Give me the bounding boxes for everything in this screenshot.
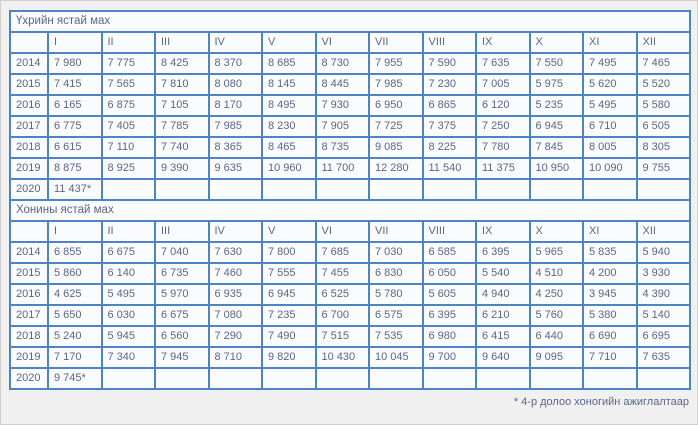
table-title-row xyxy=(10,200,690,221)
value-cell: 9 820 xyxy=(262,347,316,368)
table-row xyxy=(10,347,690,368)
value-cell: 5 520 xyxy=(637,74,691,95)
table-row xyxy=(10,74,690,95)
value-cell xyxy=(209,179,263,200)
value-cell: 8 875 xyxy=(48,158,102,179)
value-cell: 5 240 xyxy=(48,326,102,347)
value-cell: 6 140 xyxy=(102,263,156,284)
value-cell: 5 965 xyxy=(530,242,584,263)
value-cell: 7 040 xyxy=(155,242,209,263)
value-cell: 7 515 xyxy=(316,326,370,347)
value-cell: 8 685 xyxy=(262,53,316,74)
value-cell: 4 200 xyxy=(583,263,637,284)
value-cell: 10 430 xyxy=(316,347,370,368)
value-cell: 6 675 xyxy=(102,242,156,263)
value-cell: 8 305 xyxy=(637,137,691,158)
corner-cell xyxy=(10,32,48,53)
value-cell: 7 630 xyxy=(209,242,263,263)
value-cell: 7 340 xyxy=(102,347,156,368)
value-cell: 6 575 xyxy=(369,305,423,326)
value-cell: 6 210 xyxy=(476,305,530,326)
value-cell: 8 365 xyxy=(209,137,263,158)
month-header-cell: VII xyxy=(369,221,423,242)
value-cell: 7 465 xyxy=(637,53,691,74)
month-header-cell: X xyxy=(530,221,584,242)
value-cell: 7 405 xyxy=(102,116,156,137)
value-cell: 6 735 xyxy=(155,263,209,284)
table-row xyxy=(10,53,690,74)
value-cell: 6 855 xyxy=(48,242,102,263)
value-cell: 10 960 xyxy=(262,158,316,179)
value-cell: 8 425 xyxy=(155,53,209,74)
value-cell: 8 080 xyxy=(209,74,263,95)
table-row xyxy=(10,179,690,200)
month-header-cell: III xyxy=(155,32,209,53)
table-row xyxy=(10,116,690,137)
month-header-cell: I xyxy=(48,32,102,53)
value-cell: 7 375 xyxy=(423,116,477,137)
corner-cell xyxy=(10,221,48,242)
value-cell: 7 945 xyxy=(155,347,209,368)
year-cell: 2016 xyxy=(10,95,48,116)
value-cell: 11 437* xyxy=(48,179,102,200)
table-row xyxy=(10,368,690,389)
value-cell: 6 505 xyxy=(637,116,691,137)
value-cell: 6 695 xyxy=(637,326,691,347)
value-cell: 6 710 xyxy=(583,116,637,137)
value-cell: 6 830 xyxy=(369,263,423,284)
value-cell: 5 495 xyxy=(102,284,156,305)
value-cell: 6 775 xyxy=(48,116,102,137)
value-cell: 6 950 xyxy=(369,95,423,116)
value-cell: 8 370 xyxy=(209,53,263,74)
value-cell: 6 675 xyxy=(155,305,209,326)
value-cell: 5 970 xyxy=(155,284,209,305)
value-cell: 11 700 xyxy=(316,158,370,179)
value-cell: 8 225 xyxy=(423,137,477,158)
value-cell: 5 860 xyxy=(48,263,102,284)
value-cell xyxy=(583,179,637,200)
table-row xyxy=(10,305,690,326)
value-cell: 5 835 xyxy=(583,242,637,263)
value-cell xyxy=(476,179,530,200)
value-cell: 10 045 xyxy=(369,347,423,368)
value-cell: 7 710 xyxy=(583,347,637,368)
value-cell: 11 375 xyxy=(476,158,530,179)
value-cell: 7 565 xyxy=(102,74,156,95)
value-cell: 7 415 xyxy=(48,74,102,95)
table-row xyxy=(10,284,690,305)
value-cell: 8 465 xyxy=(262,137,316,158)
value-cell: 8 735 xyxy=(316,137,370,158)
value-cell: 6 030 xyxy=(102,305,156,326)
value-cell: 7 800 xyxy=(262,242,316,263)
value-cell: 8 145 xyxy=(262,74,316,95)
year-cell: 2017 xyxy=(10,305,48,326)
year-cell: 2015 xyxy=(10,74,48,95)
month-header-row xyxy=(10,32,690,53)
value-cell xyxy=(316,368,370,389)
value-cell: 5 540 xyxy=(476,263,530,284)
value-cell xyxy=(530,368,584,389)
value-cell: 7 955 xyxy=(369,53,423,74)
value-cell xyxy=(369,179,423,200)
value-cell: 6 120 xyxy=(476,95,530,116)
value-cell: 8 710 xyxy=(209,347,263,368)
value-cell xyxy=(262,179,316,200)
value-cell: 6 615 xyxy=(48,137,102,158)
value-cell: 7 495 xyxy=(583,53,637,74)
value-cell: 8 445 xyxy=(316,74,370,95)
value-cell: 5 620 xyxy=(583,74,637,95)
value-cell: 7 230 xyxy=(423,74,477,95)
value-cell: 5 780 xyxy=(369,284,423,305)
value-cell: 6 395 xyxy=(476,242,530,263)
value-cell: 6 525 xyxy=(316,284,370,305)
value-cell: 3 930 xyxy=(637,263,691,284)
year-cell: 2016 xyxy=(10,284,48,305)
month-header-cell: XII xyxy=(637,221,691,242)
month-header-cell: IV xyxy=(209,221,263,242)
year-cell: 2015 xyxy=(10,263,48,284)
month-header-row xyxy=(10,221,690,242)
value-cell: 7 455 xyxy=(316,263,370,284)
value-cell xyxy=(102,368,156,389)
table-row xyxy=(10,158,690,179)
mutton-price-table xyxy=(9,199,691,390)
value-cell: 10 090 xyxy=(583,158,637,179)
value-cell: 4 625 xyxy=(48,284,102,305)
month-header-cell: V xyxy=(262,32,316,53)
table-row xyxy=(10,137,690,158)
value-cell: 9 390 xyxy=(155,158,209,179)
value-cell: 4 390 xyxy=(637,284,691,305)
month-header-cell: XI xyxy=(583,221,637,242)
value-cell: 5 760 xyxy=(530,305,584,326)
value-cell: 6 875 xyxy=(102,95,156,116)
value-cell: 8 170 xyxy=(209,95,263,116)
value-cell: 9 095 xyxy=(530,347,584,368)
table-title: Хонины ястай мах xyxy=(10,200,690,221)
value-cell: 12 280 xyxy=(369,158,423,179)
value-cell xyxy=(209,368,263,389)
year-cell: 2019 xyxy=(10,158,48,179)
month-header-cell: IV xyxy=(209,32,263,53)
value-cell xyxy=(262,368,316,389)
value-cell: 7 250 xyxy=(476,116,530,137)
value-cell: 7 985 xyxy=(209,116,263,137)
value-cell: 7 170 xyxy=(48,347,102,368)
value-cell: 6 165 xyxy=(48,95,102,116)
value-cell: 5 940 xyxy=(637,242,691,263)
year-cell: 2017 xyxy=(10,116,48,137)
year-cell: 2020 xyxy=(10,368,48,389)
value-cell xyxy=(637,368,691,389)
value-cell: 6 865 xyxy=(423,95,477,116)
value-cell: 7 105 xyxy=(155,95,209,116)
value-cell: 9 700 xyxy=(423,347,477,368)
table-row xyxy=(10,263,690,284)
month-header-cell: VI xyxy=(316,221,370,242)
value-cell xyxy=(155,368,209,389)
value-cell: 7 785 xyxy=(155,116,209,137)
value-cell: 8 230 xyxy=(262,116,316,137)
value-cell: 7 685 xyxy=(316,242,370,263)
value-cell: 7 780 xyxy=(476,137,530,158)
value-cell xyxy=(316,179,370,200)
value-cell xyxy=(530,179,584,200)
value-cell: 6 560 xyxy=(155,326,209,347)
value-cell: 9 755 xyxy=(637,158,691,179)
value-cell: 7 810 xyxy=(155,74,209,95)
value-cell: 8 005 xyxy=(583,137,637,158)
year-cell: 2014 xyxy=(10,53,48,74)
value-cell: 6 690 xyxy=(583,326,637,347)
value-cell: 7 535 xyxy=(369,326,423,347)
value-cell: 5 605 xyxy=(423,284,477,305)
table-title-row xyxy=(10,11,690,32)
value-cell xyxy=(423,368,477,389)
month-header-cell: I xyxy=(48,221,102,242)
value-cell: 4 940 xyxy=(476,284,530,305)
month-header-cell: IX xyxy=(476,32,530,53)
value-cell: 5 380 xyxy=(583,305,637,326)
value-cell: 5 650 xyxy=(48,305,102,326)
value-cell: 7 635 xyxy=(476,53,530,74)
value-cell: 7 980 xyxy=(48,53,102,74)
table-row xyxy=(10,95,690,116)
value-cell: 6 395 xyxy=(423,305,477,326)
month-header-cell: VII xyxy=(369,32,423,53)
value-cell xyxy=(369,368,423,389)
month-header-cell: XI xyxy=(583,32,637,53)
value-cell: 9 085 xyxy=(369,137,423,158)
value-cell: 9 635 xyxy=(209,158,263,179)
value-cell: 9 640 xyxy=(476,347,530,368)
value-cell: 6 935 xyxy=(209,284,263,305)
month-header-cell: VI xyxy=(316,32,370,53)
month-header-cell: VIII xyxy=(423,221,477,242)
value-cell: 9 745* xyxy=(48,368,102,389)
value-cell: 7 555 xyxy=(262,263,316,284)
value-cell: 7 775 xyxy=(102,53,156,74)
value-cell: 5 235 xyxy=(530,95,584,116)
value-cell: 7 635 xyxy=(637,347,691,368)
table-row xyxy=(10,326,690,347)
value-cell: 6 585 xyxy=(423,242,477,263)
value-cell: 3 945 xyxy=(583,284,637,305)
value-cell: 5 580 xyxy=(637,95,691,116)
month-header-cell: IX xyxy=(476,221,530,242)
month-header-cell: II xyxy=(102,221,156,242)
value-cell: 7 930 xyxy=(316,95,370,116)
table-row xyxy=(10,242,690,263)
value-cell xyxy=(637,179,691,200)
value-cell xyxy=(423,179,477,200)
value-cell: 7 740 xyxy=(155,137,209,158)
month-header-cell: XII xyxy=(637,32,691,53)
value-cell: 7 030 xyxy=(369,242,423,263)
value-cell: 7 845 xyxy=(530,137,584,158)
value-cell: 5 975 xyxy=(530,74,584,95)
value-cell: 10 950 xyxy=(530,158,584,179)
value-cell: 6 700 xyxy=(316,305,370,326)
year-cell: 2019 xyxy=(10,347,48,368)
value-cell: 7 905 xyxy=(316,116,370,137)
value-cell xyxy=(155,179,209,200)
value-cell: 7 235 xyxy=(262,305,316,326)
value-cell: 5 140 xyxy=(637,305,691,326)
month-header-cell: VIII xyxy=(423,32,477,53)
value-cell: 7 110 xyxy=(102,137,156,158)
month-header-cell: III xyxy=(155,221,209,242)
value-cell xyxy=(476,368,530,389)
value-cell: 4 510 xyxy=(530,263,584,284)
value-cell: 7 590 xyxy=(423,53,477,74)
month-header-cell: X xyxy=(530,32,584,53)
value-cell: 6 050 xyxy=(423,263,477,284)
value-cell: 5 495 xyxy=(583,95,637,116)
year-cell: 2018 xyxy=(10,137,48,158)
value-cell xyxy=(102,179,156,200)
value-cell: 7 490 xyxy=(262,326,316,347)
value-cell: 6 945 xyxy=(530,116,584,137)
value-cell: 6 980 xyxy=(423,326,477,347)
year-cell: 2014 xyxy=(10,242,48,263)
value-cell: 6 440 xyxy=(530,326,584,347)
value-cell: 5 945 xyxy=(102,326,156,347)
value-cell: 8 495 xyxy=(262,95,316,116)
value-cell: 7 005 xyxy=(476,74,530,95)
year-cell: 2020 xyxy=(10,179,48,200)
month-header-cell: V xyxy=(262,221,316,242)
value-cell: 7 725 xyxy=(369,116,423,137)
value-cell: 6 945 xyxy=(262,284,316,305)
value-cell: 8 925 xyxy=(102,158,156,179)
month-header-cell: II xyxy=(102,32,156,53)
value-cell: 11 540 xyxy=(423,158,477,179)
table-title: Үхрийн ястай мах xyxy=(10,11,690,32)
value-cell: 4 250 xyxy=(530,284,584,305)
value-cell: 7 985 xyxy=(369,74,423,95)
value-cell: 7 550 xyxy=(530,53,584,74)
value-cell: 6 415 xyxy=(476,326,530,347)
beef-price-table xyxy=(9,10,691,201)
value-cell xyxy=(583,368,637,389)
value-cell: 7 290 xyxy=(209,326,263,347)
value-cell: 8 730 xyxy=(316,53,370,74)
value-cell: 7 460 xyxy=(209,263,263,284)
value-cell: 7 080 xyxy=(209,305,263,326)
year-cell: 2018 xyxy=(10,326,48,347)
footnote: * 4-р долоо хоногийн ажиглалтаар xyxy=(513,396,689,408)
